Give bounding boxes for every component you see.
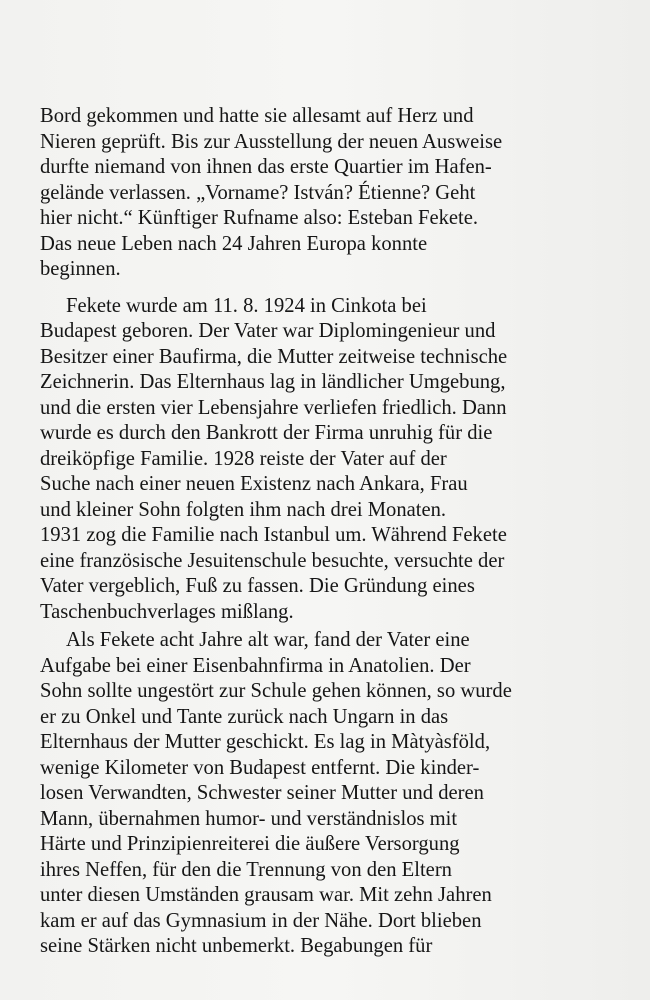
text-line: hier nicht.“ Künftiger Rufname also: Esteban Fekete. — [40, 207, 479, 229]
text-line: unter diesen Umständen grausam war. Mit zehn Jahren — [40, 884, 492, 906]
paragraph-3 — [40, 628, 626, 960]
text-line: seine Stärken nicht unbemerkt. Begabungen für — [40, 935, 433, 957]
text-line: gelände verlassen. „Vorname? István? Étienne? Geht — [40, 181, 476, 204]
text-line: kam er auf das Gymnasium in der Nähe. Dort blieben — [40, 909, 482, 932]
text-line: ihres Neffen, für den die Trennung von den Eltern — [40, 858, 452, 881]
text-line: Sohn sollte ungestört zur Schule gehen können, so wurde — [40, 680, 512, 702]
text-line: und kleiner Sohn folgten ihm nach drei Monaten. — [40, 498, 447, 521]
text-line: Budapest geboren. Der Vater war Diplomingenieur und — [40, 320, 496, 342]
text-line: eine französische Jesuitenschule besuchte, versuchte der — [40, 549, 505, 572]
text-line: Elternhaus der Mutter geschickt. Es lag in Màtyàsföld, — [40, 731, 491, 753]
text-line: Besitzer einer Baufirma, die Mutter zeitweise technische — [40, 345, 508, 368]
paragraph-spacer — [40, 283, 626, 294]
text-line: beginnen. — [40, 258, 121, 280]
paragraph-2 — [40, 294, 626, 626]
text-line: Härte und Prinzipienreiterei die äußere Versorgung — [40, 833, 460, 855]
text-line: Nieren geprüft. Bis zur Ausstellung der neuen Ausweise — [40, 130, 503, 153]
text-line: Fekete wurde am 11. 8. 1924 in Cinkota bei — [66, 294, 427, 317]
text-line: Bord gekommen und hatte sie allesamt auf Herz und — [40, 105, 474, 127]
text-line: losen Verwandten, Schwester seiner Mutter und deren — [40, 782, 484, 804]
text-line: Das neue Leben nach 24 Jahren Europa konnte — [40, 232, 428, 255]
text-line: wenige Kilometer von Budapest entfernt. Die kinder- — [40, 756, 480, 779]
text-line: er zu Onkel und Tante zurück nach Ungarn in das — [40, 705, 449, 728]
paragraph-1 — [40, 104, 626, 283]
text-line: wurde es durch den Bankrott der Firma unruhig für die — [40, 422, 493, 444]
text-line: Mann, übernahmen humor- und verständnislos mit — [40, 807, 458, 830]
body-text — [40, 104, 626, 960]
text-line: dreiköpfige Familie. 1928 reiste der Vater auf der — [40, 447, 447, 470]
text-line: Suche nach einer neuen Existenz nach Ankara, Frau — [40, 473, 468, 495]
text-line: durfte niemand von ihnen das erste Quartier im Hafen- — [40, 156, 492, 178]
text-line: Taschenbuchverlages mißlang. — [40, 600, 294, 623]
text-line: und die ersten vier Lebensjahre verliefen friedlich. Dann — [40, 396, 507, 419]
text-line: Vater vergeblich, Fuß zu fassen. Die Gründung eines — [40, 575, 475, 597]
text-line: Als Fekete acht Jahre alt war, fand der Vater eine — [66, 629, 470, 651]
text-line: Aufgabe bei einer Eisenbahnfirma in Anatolien. Der — [40, 654, 471, 677]
text-line: Zeichnerin. Das Elternhaus lag in ländlicher Umgebung, — [40, 371, 506, 393]
text-line: 1931 zog die Familie nach Istanbul um. Während Fekete — [40, 524, 507, 546]
